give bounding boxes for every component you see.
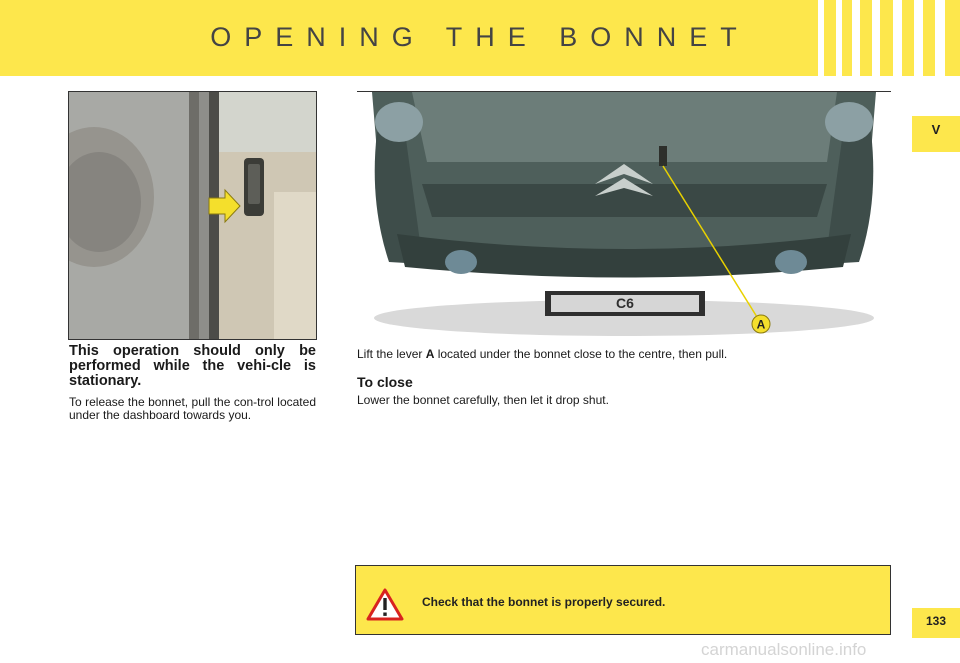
warning-triangle-icon bbox=[366, 588, 404, 621]
safety-warning: This operation should only be performed while the vehi-cle is stationary. bbox=[69, 343, 316, 389]
car-front-photo bbox=[357, 91, 891, 342]
chapter-tab: V bbox=[912, 116, 960, 152]
page-number: 133 bbox=[912, 608, 960, 638]
number-plate-label: C6 bbox=[616, 295, 634, 311]
warning-box bbox=[355, 565, 891, 635]
page-header bbox=[0, 0, 960, 76]
lift-instruction bbox=[357, 347, 891, 361]
release-control-illustration bbox=[69, 92, 316, 339]
warning-text: Check that the bonnet is properly secured. bbox=[422, 595, 666, 609]
close-instruction: Lower the bonnet carefully, then let it drop shut. bbox=[357, 393, 609, 407]
lift-suffix: located under the bonnet close to the centre, then pull. bbox=[434, 347, 728, 361]
car-front-illustration bbox=[357, 92, 891, 342]
lift-prefix: Lift the lever bbox=[357, 347, 426, 361]
right-column bbox=[357, 347, 891, 420]
release-instructions: To release the bonnet, pull the con-trol located under the dashboard towards you. bbox=[69, 395, 316, 422]
release-control-photo bbox=[68, 91, 317, 340]
watermark: carmanualsonline.info bbox=[701, 640, 867, 659]
page-title: OPENING THE BONNET bbox=[210, 22, 750, 52]
left-column bbox=[69, 344, 316, 422]
callout-label-a: A bbox=[756, 317, 766, 332]
close-heading: To close bbox=[357, 374, 413, 390]
lever-label: A bbox=[425, 347, 435, 361]
